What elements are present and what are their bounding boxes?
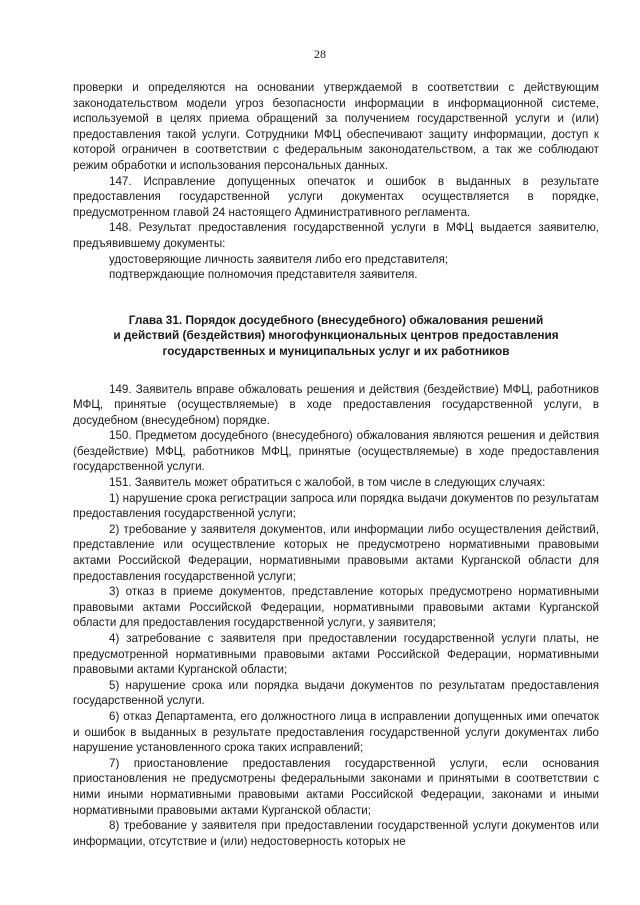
heading-line: и действий (бездействия) многофункциональных центров предоставления <box>113 328 559 343</box>
complaint-case-4: 4) затребование с заявителя при предоставлении государственной услуги платы, не предусмотренной нормативными правовыми актами Российской Федерации, нормативными правовыми актами Курганской области; <box>73 632 599 677</box>
intro-section <box>73 80 599 283</box>
chapter-31-section <box>73 382 599 850</box>
paragraph-147: 147. Исправление допущенных опечаток и ошибок в выданных в результате предоставления государственной услуги документах осуществляется в порядке, предусмотренном главой 24 настоящего Административного регламента. <box>73 174 599 219</box>
heading-line: государственных и муниципальных услуг и их работников <box>162 343 510 358</box>
document-body <box>73 80 599 849</box>
complaint-case-8: 8) требование у заявителя при предоставлении государственной услуги документов или информации, отсутствие и (или) недостоверность которых не <box>73 819 599 848</box>
complaint-case-2: 2) требование у заявителя документов, или информации либо осуществления действий, представление или осуществление которых не предусмотрено нормативными правовыми актами Российской Федерации, нормативными правовыми актами Курганской области для предоставления государственной услуги; <box>73 522 599 583</box>
paragraph-146-continuation: проверки и определяются на основании утверждаемой в соответствии с действующим законодательством модели угроз безопасности информации в информационной системе, используемой в целях приема обращений за получением государственной услуги и (или) предоставления такой услуги. Сотрудники МФЦ обеспечивают защиту информации, доступ к которой ограничен в соответствии с федеральным законодательством, а так же соблюдают режим обработки и использования персональных данных. <box>73 81 599 172</box>
complaint-case-6: 6) отказ Департамента, его должностного лица в исправлении допущенных ими опечаток и ошибок в выданных в результате предоставления государственной услуги документах либо нарушение установленного срока таких исправлений; <box>73 709 599 755</box>
list-item-authority-documents: подтверждающие полномочия представителя заявителя. <box>109 268 418 282</box>
paragraph-151: 151. Заявитель может обратиться с жалобой, в том числе в следующих случаях: <box>109 476 546 490</box>
complaint-case-5: 5) нарушение срока или порядка выдачи документов по результатам предоставления государственной услуги. <box>73 678 599 708</box>
paragraph-150: 150. Предметом досудебного (внесудебного) обжалования являются решения и действия (бездействие) МФЦ, работников МФЦ, принятые (осуществляемые) в ходе предоставления государственной услуги. <box>73 429 599 474</box>
complaint-case-3: 3) отказ в приеме документов, представление которых предусмотрено нормативными правовыми актами Российской Федерации, нормативными правовыми актами Курганской области для предоставления государственной услуги, у заявителя; <box>73 585 599 630</box>
heading-line: Глава 31. Порядок досудебного (внесудебного) обжалования решений <box>128 312 544 327</box>
paragraph-148: 148. Результат предоставления государственной услуги в МФЦ выдается заявителю, предъявившему документы: <box>73 221 599 250</box>
complaint-case-1: 1) нарушение срока регистрации запроса или порядка выдачи документов по результатам предоставления государственной услуги; <box>73 491 599 521</box>
chapter-31-heading <box>73 313 599 360</box>
complaint-case-7: 7) приостановление предоставления государственной услуги, если основания приостановления не предусмотрены федеральными законами и принятыми в соответствии с ними иными нормативными правовыми актами Российской Федерации, законами и иными нормативными правовыми актами Курганской области; <box>73 756 599 817</box>
paragraph-149: 149. Заявитель вправе обжаловать решения и действия (бездействие) МФЦ, работников МФЦ, принятые (осуществляемые) в ходе предоставления государственной услуги, в досудебном (внесудебном) порядке. <box>73 382 599 427</box>
page-number: 28 <box>314 47 326 61</box>
list-item-identity-documents: удостоверяющие личность заявителя либо его представителя; <box>109 252 449 266</box>
